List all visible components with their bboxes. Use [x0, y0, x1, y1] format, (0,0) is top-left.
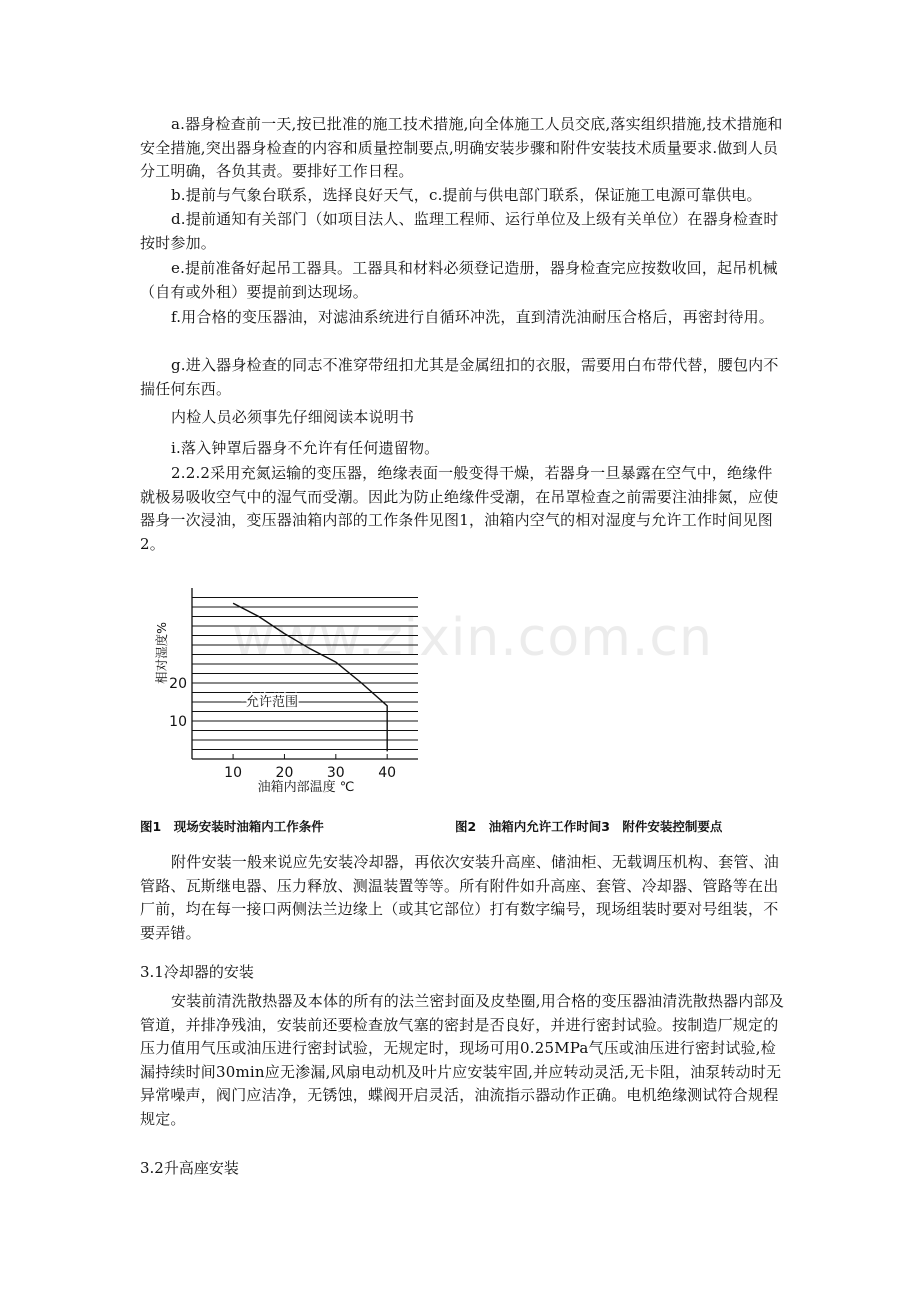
paragraph-f: f.用合格的变压器油，对滤油系统进行自循环冲洗，直到清洗油耐压合格后，再密封待用。: [171, 308, 774, 326]
heading-3-1: 3.1冷却器的安装: [140, 963, 254, 981]
x-axis-label: 油箱内部温度 ℃: [257, 780, 355, 795]
paragraph-d: d.提前通知有关部门（如项目法人、监理工程师、运行单位及上级有关单位）在器身检查时按时参加。: [140, 210, 779, 252]
paragraph-a: a.器身检查前一天,按已批准的施工技术措施,向全体施工人员交底,落实组织措施,技术措施和安全措施,突出器身检查的内容和质量控制要点,明确安装步骤和附件安装技术质量要求.做到人员分工明确，各负其责。要排好工作日程。: [140, 115, 783, 180]
series-line: [233, 603, 387, 751]
humidity-chart: [140, 585, 430, 800]
chart-grid: [192, 598, 418, 750]
y-tick-label: 20: [169, 676, 187, 692]
watermark: www.zixin.com.cn: [232, 608, 713, 668]
paragraph-accessories: 附件安装一般来说应先安装冷却器，再依次安装升高座、储油柜、无载调压机构、套管、油管路、瓦斯继电器、压力释放、测温装置等等。所有附件如升高座、套管、冷却器、管路等在出厂前，均在每一接口两侧法兰边缘上（或其它部位）打有数字编号，现场组装时要对号组装，不要弄错。: [140, 853, 780, 942]
chart-ticks: [169, 676, 396, 781]
paragraph-g: g.进入器身检查的同志不准穿带纽扣尤其是金属纽扣的衣服，需要用白布带代替，腰包内不揣任何东西。: [140, 356, 779, 398]
paragraph-b: b.提前与气象台联系，选择良好天气，c.提前与供电部门联系，保证施工电源可靠供电。: [171, 186, 762, 204]
paragraph-2-2-2: 2.2.2采用充氮运输的变压器，绝缘表面一般变得干燥，若器身一旦暴露在空气中，绝缘件就极易吸收空气中的湿气而受潮。因此为防止绝缘件受潮，在吊罩检查之前需要注油排氮，应使器身一次浸油，变压器油箱内部的工作条件见图1，油箱内空气的相对湿度与允许工作时间见图2。: [140, 464, 779, 553]
paragraph-inspection-note: 内检人员必须事先仔细阅读本说明书: [171, 408, 415, 426]
chart-series: [233, 603, 387, 751]
x-tick-label: 10: [224, 765, 243, 781]
y-axis-label: 相对湿度%: [154, 622, 169, 684]
paragraph-3-1: 安装前清洗散热器及本体的所有的法兰密封面及皮垫圈,用合格的变压器油清洗散热器内部及管道，并排净残油，安装前还要检查放气塞的密封是否良好，并进行密封试验。按制造厂规定的压力值用气压或油压进行密封试验，无规定时，现场可用0.25MPa气压或油压进行密封试验,检漏持续时间30min应无渗漏,风扇电动机及叶片应安装牢固,并应转动灵活,无卡阻，油泵转动时无异常噪声，阀门应洁净，无锈蚀，蝶阀开启灵活，油流指示器动作正确。电机绝缘测试符合规程规定。: [140, 992, 784, 1128]
x-tick-label: 40: [378, 765, 397, 781]
x-tick-label: 20: [275, 765, 294, 781]
paragraph-e: e.提前准备好起吊工器具。工器具和材料必须登记造册，器身检查完应按数收回，起吊机械（自有或外租）要提前到达现场。: [140, 259, 778, 301]
figure-1-caption: 图1 现场安装时油箱内工作条件: [140, 819, 324, 834]
heading-3-2: 3.2升高座安装: [140, 1159, 239, 1177]
x-tick-label: 30: [326, 765, 345, 781]
annotation-allowed-range: 允许范围: [246, 695, 299, 710]
paragraph-i: i.落入钟罩后器身不允许有任何遗留物。: [171, 439, 440, 457]
figure-2-caption: 图2 油箱内允许工作时间3 附件安装控制要点: [455, 819, 723, 834]
y-tick-label: 10: [169, 714, 187, 730]
